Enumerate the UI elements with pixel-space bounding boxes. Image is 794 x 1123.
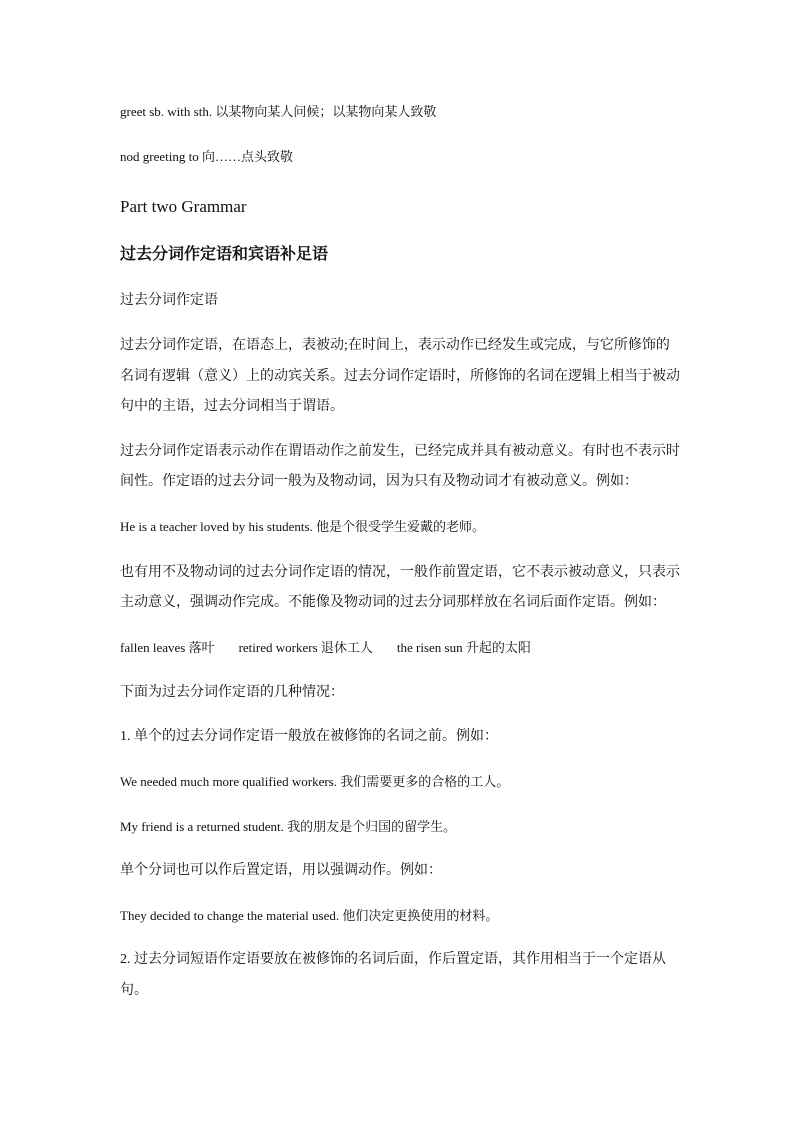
paragraph-3-line-1: 也有用不及物动词的过去分词作定语的情况，一般作前置定语，它不表示被动意义，只表示 bbox=[120, 565, 680, 580]
paragraph-1-line-1: 过去分词作定语，在语态上，表被动;在时间上，表示动作已经发生或完成，与它所修饰的 bbox=[120, 338, 670, 353]
example-5: They decided to change the material used. 他们决定更换使用的材料。 bbox=[120, 908, 499, 923]
paragraph-2-line-2: 间性。作定语的过去分词一般为及物动词，因为只有及物动词才有被动意义。例如： bbox=[120, 474, 638, 489]
example-1: He is a teacher loved by his students. 他是个很受学生爱戴的老师。 bbox=[120, 519, 486, 534]
example-2-retired-workers: retired workers 退休工人 bbox=[238, 640, 373, 655]
part-title: Part two Grammar bbox=[120, 197, 247, 216]
paragraph-1-line-2: 名词有逻辑（意义）上的动宾关系。过去分词作定语时，所修饰的名词在逻辑上相当于被动 bbox=[120, 369, 680, 384]
paragraph-5: 单个分词也可以作后置定语，用以强调动作。例如： bbox=[120, 863, 442, 878]
list-item-2-line-1: 2. 过去分词短语作定语要放在被修饰的名词后面，作后置定语，其作用相当于一个定语从 bbox=[120, 952, 666, 967]
sub-title: 过去分词作定语 bbox=[120, 293, 218, 308]
example-2-fallen-leaves: fallen leaves 落叶 bbox=[120, 640, 215, 655]
vocab-nod: nod greeting to 向……点头致敬 bbox=[120, 149, 293, 164]
example-3: We needed much more qualified workers. 我们需要更多的合格的工人。 bbox=[120, 774, 510, 789]
vocab-greet: greet sb. with sth. 以某物向某人问候；以某物向某人致敬 bbox=[120, 104, 437, 119]
example-4: My friend is a returned student. 我的朋友是个归国的留学生。 bbox=[120, 819, 457, 834]
example-2-risen-sun: the risen sun 升起的太阳 bbox=[396, 640, 531, 655]
topic-title: 过去分词作定语和宾语补足语 bbox=[120, 246, 329, 263]
list-item-1: 1. 单个的过去分词作定语一般放在被修饰的名词之前。例如： bbox=[120, 729, 498, 744]
paragraph-4: 下面为过去分词作定语的几种情况： bbox=[120, 685, 344, 700]
paragraph-2-line-1: 过去分词作定语表示动作在谓语动作之前发生，已经完成并具有被动意义。有时也不表示时 bbox=[120, 444, 680, 459]
example-2 bbox=[120, 638, 680, 658]
paragraph-3-line-2: 主动意义，强调动作完成。不能像及物动词的过去分词那样放在名词后面作定语。例如： bbox=[120, 595, 666, 610]
list-item-2-line-2: 句。 bbox=[120, 983, 148, 998]
paragraph-1-line-3: 句中的主语，过去分词相当于谓语。 bbox=[120, 399, 344, 414]
